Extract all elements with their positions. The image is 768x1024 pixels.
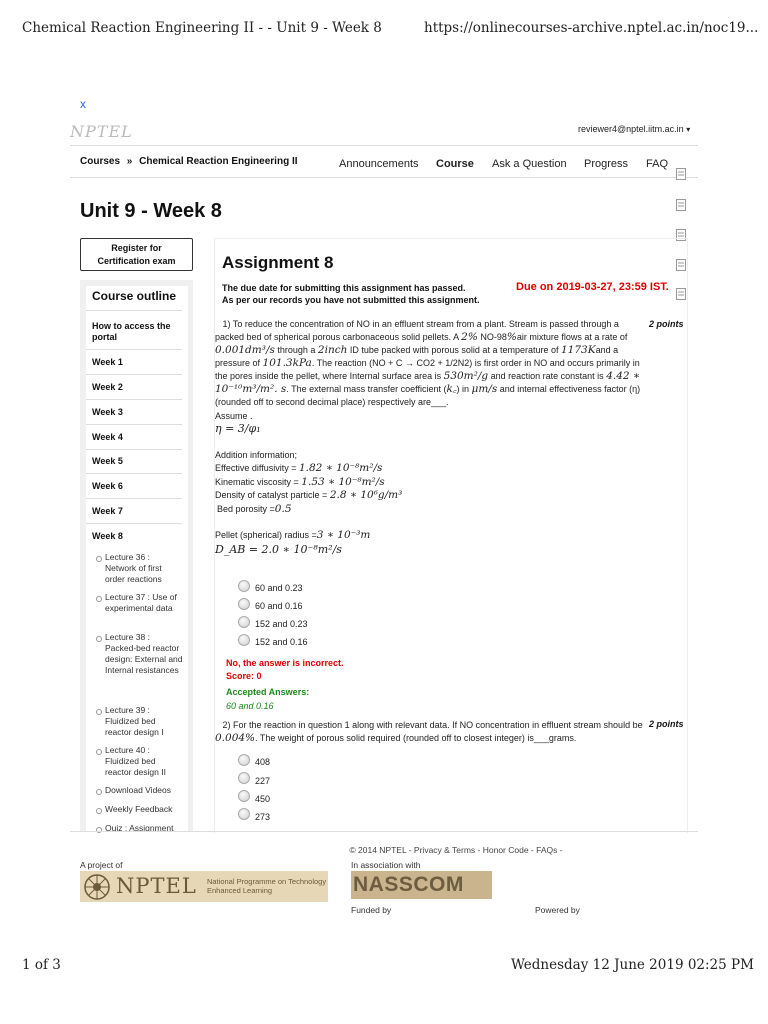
nav-ask-question[interactable]: Ask a Question	[492, 158, 567, 170]
breadcrumb-courses[interactable]: Courses	[80, 156, 121, 167]
sidebar-divider	[86, 374, 182, 375]
radius-label: Pellet (spherical) radius =	[215, 530, 317, 540]
powered-by-label: Powered by	[535, 905, 580, 915]
bullet-icon	[96, 596, 102, 602]
q2-option-radio[interactable]	[238, 790, 250, 802]
bullet-icon	[96, 709, 102, 715]
sidebar-item-week-4[interactable]: Week 4	[92, 432, 123, 442]
bed-porosity	[217, 503, 292, 516]
nav-announcements[interactable]: Announcements	[339, 158, 419, 170]
viscosity-label: Kinematic viscosity =	[215, 477, 299, 487]
bullet-icon	[96, 749, 102, 755]
diffusivity-label: Effective diffusivity =	[215, 463, 297, 473]
footer-divider	[70, 831, 698, 832]
dab-formula: D_AB = 2.0 ∗ 10⁻⁸m²/s	[215, 543, 342, 556]
question-2-text: 2) For the reaction in question 1 along with relevant data. If NO concentration in effluent stream should be 0.004%. The weight of porous solid required (rounded off to closest integer) is___grams.	[215, 720, 643, 744]
nasscom-logo-text: NASSCOM	[353, 873, 464, 896]
sidebar-divider	[86, 424, 182, 425]
sidebar-lecture-38[interactable]: Lecture 38 : Packed-bed reactor design: External and Internal resistances	[105, 632, 183, 675]
due-date: Due on 2019-03-27, 23:59 IST.	[516, 281, 669, 293]
sidebar-item-week-6[interactable]: Week 6	[92, 481, 123, 491]
nptel-footer-logo[interactable]	[80, 871, 328, 902]
sidebar-divider	[86, 473, 182, 474]
q2-option-radio[interactable]	[238, 754, 250, 766]
sidebar-download-videos[interactable]: Download Videos	[105, 785, 171, 795]
pdf-icon[interactable]	[676, 199, 686, 211]
footer-copyright[interactable]: © 2014 NPTEL - Privacy & Terms - Honor Code - FAQs -	[349, 845, 563, 855]
nav-course[interactable]: Course	[436, 158, 474, 170]
q2-option-label: 450	[255, 794, 271, 804]
sidebar-item-week-5[interactable]: Week 5	[92, 456, 123, 466]
bullet-icon	[96, 556, 102, 562]
viscosity-value: 1.53 ∗ 10⁻⁸m²/s	[301, 476, 385, 488]
sidebar-divider	[86, 349, 182, 350]
nptel-logo-text: NPTEL	[116, 874, 197, 898]
q2-option-label: 227	[255, 776, 271, 786]
due-passed-text: The due date for submitting this assignment has passed.	[222, 283, 466, 293]
q1-option-radio[interactable]	[238, 634, 250, 646]
print-url: https://onlinecourses-archive.nptel.ac.in/noc19...	[424, 20, 759, 36]
q1-option-label: 60 and 0.23	[255, 583, 303, 593]
print-datetime: Wednesday 12 June 2019 02:25 PM	[511, 957, 754, 973]
print-title: Chemical Reaction Engineering II - - Unit 9 - Week 8	[22, 20, 382, 36]
eta-formula: η = 3/φ₁	[215, 422, 261, 435]
density-label: Density of catalyst particle =	[215, 490, 328, 500]
diffusivity-value: 1.82 ∗ 10⁻⁸m²/s	[298, 462, 383, 474]
sidebar-item-week-2[interactable]: Week 2	[92, 382, 123, 392]
q1-option-label: 152 and 0.23	[255, 619, 308, 629]
print-page-number: 1 of 3	[22, 957, 61, 973]
user-email[interactable]	[578, 124, 690, 134]
nav-faq[interactable]: FAQ	[646, 158, 669, 170]
accepted-answer: 60 and 0.16	[226, 701, 274, 711]
pellet-radius	[215, 529, 370, 542]
close-icon[interactable]: x	[80, 97, 86, 111]
nptel-emblem-icon	[83, 873, 111, 901]
header-divider	[70, 145, 698, 146]
sidebar-item-week-1[interactable]: Week 1	[92, 357, 123, 367]
q1-option-label: 60 and 0.16	[255, 601, 303, 611]
catalyst-density	[215, 489, 402, 502]
assume-label: Assume .	[215, 411, 253, 421]
register-certification-button[interactable]: Register for Certification exam	[80, 238, 193, 271]
q2-option-radio[interactable]	[238, 808, 250, 820]
q2-option-label: 408	[255, 757, 271, 767]
question-1-points: 2 points	[649, 319, 684, 329]
sidebar-item-week-8[interactable]: Week 8	[92, 531, 123, 541]
kinematic-viscosity	[215, 476, 385, 489]
sidebar-lecture-39[interactable]: Lecture 39 : Fluidized bed reactor design I	[105, 705, 164, 737]
breadcrumb-course[interactable]: Chemical Reaction Engineering II	[139, 156, 298, 167]
q1-option-radio[interactable]	[238, 580, 250, 592]
sidebar-lecture-37[interactable]: Lecture 37 : Use of experimental data	[105, 592, 177, 613]
q1-option-label: 152 and 0.16	[255, 637, 308, 647]
assignment-title: Assignment 8	[222, 253, 334, 272]
nptel-logo[interactable]: NPTEL	[70, 122, 133, 141]
funded-by-label: Funded by	[351, 905, 392, 915]
question-2-points: 2 points	[649, 719, 684, 729]
question-1-text: 1) To reduce the concentration of NO in an effluent stream from a plant. Stream is passed through a packed bed of spherical porous carbonaceous solid pellets. A 2% NO-98%air mixture flows at a rate of 0.001dm³/s through a 2inch ID tube packed with porous solid at a temperature of 1173Kand a pressure of 101.3kPa. The reaction (NO + C → CO2 + 1/2N2) is first order in NO and occurs primarily in the pores inside the pellet, where Internal surface area is 530m²/g and reaction rate constant is 4.42 ∗ 10⁻¹⁰m³/m². s. The external mass transfer coefficient (k꜀) in μm/s and internal effectiveness factor (η) (rounded off to second decimal place) respectively are___.	[215, 319, 641, 407]
bullet-icon	[96, 827, 102, 833]
sidebar-heading: Course outline	[92, 289, 177, 303]
nasscom-logo[interactable]	[351, 871, 492, 899]
bullet-icon	[96, 789, 102, 795]
not-submitted-text: As per our records you have not submitted this assignment.	[222, 295, 480, 305]
pdf-icon[interactable]	[676, 168, 686, 180]
user-email-text: reviewer4@nptel.iitm.ac.in	[578, 124, 684, 134]
bullet-icon	[96, 636, 102, 642]
nptel-tagline: National Programme on Technology Enhanced Learning	[207, 877, 327, 895]
nav-progress[interactable]: Progress	[584, 158, 629, 170]
porosity-value: 0.5	[274, 503, 292, 515]
sidebar-item-week-3[interactable]: Week 3	[92, 407, 123, 417]
sidebar-divider	[86, 399, 182, 400]
sidebar-weekly-feedback[interactable]: Weekly Feedback	[105, 804, 173, 814]
sidebar-divider	[86, 523, 182, 524]
sidebar-divider	[86, 310, 182, 311]
effective-diffusivity	[215, 462, 382, 475]
project-of-label: A project of	[80, 860, 123, 870]
nav-divider	[70, 177, 698, 178]
sidebar-item-week-7[interactable]: Week 7	[92, 506, 123, 516]
sidebar-lecture-40[interactable]: Lecture 40 : Fluidized bed reactor design II	[105, 745, 166, 777]
sidebar-divider	[86, 449, 182, 450]
page-title: Unit 9 - Week 8	[80, 200, 222, 222]
association-label: In association with	[351, 860, 421, 870]
density-value: 2.8 ∗ 10⁶g/m³	[329, 489, 403, 501]
sidebar-lecture-36[interactable]: Lecture 36 : Network of first order reactions	[105, 552, 162, 584]
q2-option-label: 273	[255, 812, 271, 822]
additional-info-label: Addition information;	[215, 450, 298, 460]
sidebar-item-how-to-access[interactable]: How to access the portal	[92, 321, 171, 342]
incorrect-feedback: No, the answer is incorrect.	[226, 658, 344, 668]
q1-option-radio[interactable]	[238, 616, 250, 628]
sidebar-quiz-assignment[interactable]: Quiz : Assignment	[105, 823, 174, 832]
q1-option-radio[interactable]	[238, 598, 250, 610]
breadcrumb-separator: »	[126, 156, 133, 167]
bullet-icon	[96, 808, 102, 814]
breadcrumb	[80, 156, 298, 167]
sidebar-divider	[86, 498, 182, 499]
score-text: Score: 0	[226, 671, 262, 681]
accepted-answers-label: Accepted Answers:	[226, 687, 310, 697]
radius-value: 3 ∗ 10⁻³m	[316, 529, 371, 541]
chevron-down-icon: ▾	[686, 125, 691, 134]
q2-option-radio[interactable]	[238, 772, 250, 784]
porosity-label: Bed porosity =	[217, 504, 275, 514]
